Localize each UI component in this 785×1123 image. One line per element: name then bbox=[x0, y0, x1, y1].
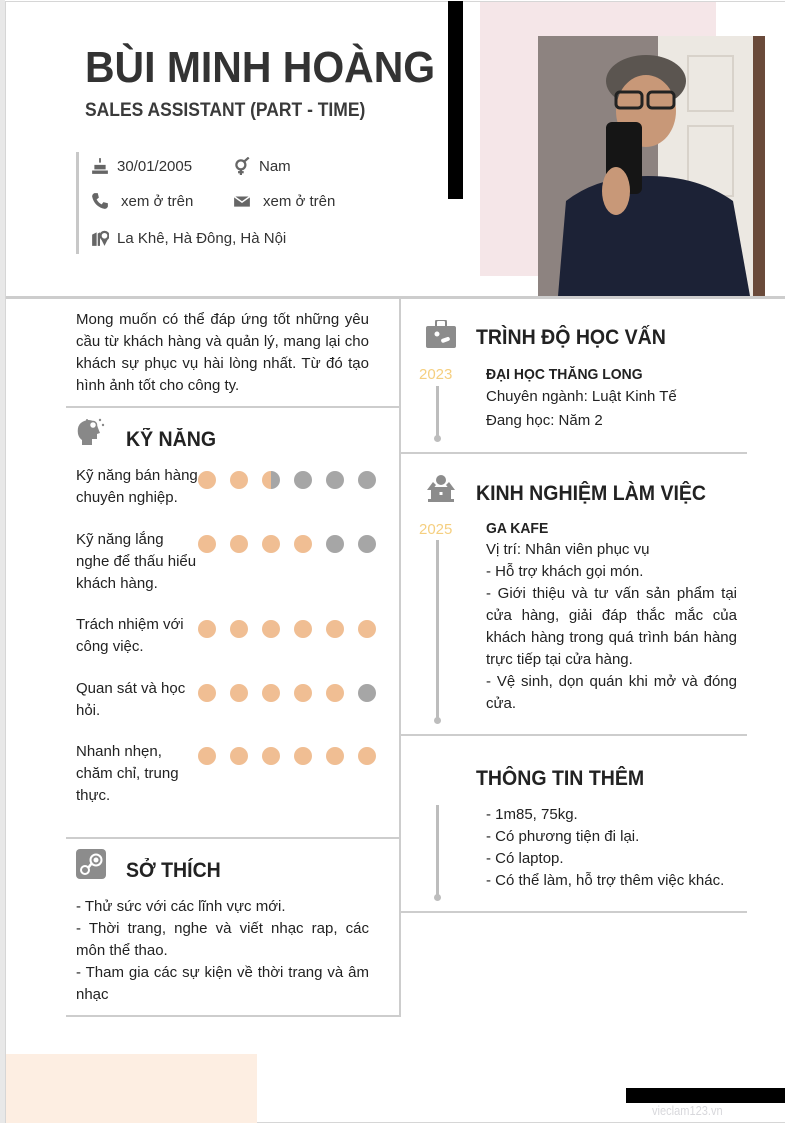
skill-label: Quan sát và học hỏi. bbox=[76, 680, 186, 719]
experience-divider bbox=[401, 734, 747, 736]
school-name: ĐẠI HỌC THĂNG LONG bbox=[486, 366, 643, 383]
additional-timeline bbox=[436, 805, 439, 897]
additional-title: THÔNG TIN THÊM bbox=[476, 767, 645, 790]
rating-dot-filled bbox=[198, 620, 216, 638]
skill-label: Kỹ năng lắng nghe để thấu hiểu khách hàng. bbox=[76, 531, 197, 592]
rating-dot-empty bbox=[358, 535, 376, 553]
contact-phone bbox=[91, 192, 193, 210]
additional-divider bbox=[401, 911, 747, 913]
skill-label: Nhanh nhẹn, chăm chỉ, trung thực. bbox=[76, 743, 179, 804]
rating-dot-filled bbox=[230, 535, 248, 553]
rating-dot-filled bbox=[230, 747, 248, 765]
gender-icon bbox=[233, 157, 251, 175]
rating-dot-empty bbox=[294, 471, 312, 489]
contact-address bbox=[91, 229, 286, 247]
hobbies-title: SỞ THÍCH bbox=[126, 859, 221, 882]
column-divider bbox=[399, 299, 401, 1017]
phone-value: xem ở trên bbox=[121, 192, 194, 210]
objective-divider bbox=[66, 406, 399, 408]
rating-dot-filled bbox=[230, 620, 248, 638]
hobbies-list bbox=[76, 896, 369, 1006]
rating-dot-filled bbox=[294, 747, 312, 765]
rating-dot-empty bbox=[358, 471, 376, 489]
watermark: vieclam123.vn bbox=[652, 1103, 723, 1118]
hobby-item: - Thời trang, nghe và viết nhạc rap, các môn thể thao. bbox=[76, 920, 369, 959]
hobby-item: - Thử sức với các lĩnh vực mới. bbox=[76, 898, 286, 915]
profile-photo-illustration bbox=[538, 36, 765, 296]
contact-gender bbox=[233, 157, 291, 175]
additional-item: - Có phương tiện đi lại. bbox=[486, 828, 640, 845]
rating-dot-empty bbox=[358, 684, 376, 702]
birthday-cake-icon bbox=[91, 157, 109, 175]
person-laptop-icon bbox=[425, 474, 457, 502]
additional-item: - 1m85, 75kg. bbox=[486, 806, 578, 823]
birthday-value: 30/01/2005 bbox=[117, 157, 193, 175]
experience-year: 2025 bbox=[419, 521, 453, 538]
candidate-name: BÙI MINH HOÀNG bbox=[85, 43, 436, 92]
rating-dot-filled bbox=[230, 471, 248, 489]
skill-rating bbox=[198, 471, 376, 489]
position-text: Vị trí: Nhân viên phục vụ bbox=[486, 541, 650, 558]
education-major: Chuyên ngành: Luật Kinh Tế bbox=[486, 388, 677, 405]
experience-details bbox=[486, 539, 737, 715]
additional-list bbox=[486, 804, 724, 892]
skill-rating bbox=[198, 535, 376, 553]
experience-title: KINH NGHIỆM LÀM VIỆC bbox=[476, 482, 707, 505]
skill-rating bbox=[198, 620, 376, 638]
objective-text: Mong muốn có thể đáp ứng tốt những yêu cầu từ khách hàng và quản lý, mang lại cho khách sự phục vụ hài lòng nhất. Từ đó tạo hình ảnh tốt cho công ty. bbox=[76, 311, 369, 394]
rating-dot-empty bbox=[326, 471, 344, 489]
hobby-item: - Tham gia các sự kiện về thời trang và âm nhạc bbox=[76, 964, 369, 1003]
rating-dot-filled bbox=[294, 684, 312, 702]
gender-value: Nam bbox=[259, 157, 291, 175]
contact-block bbox=[76, 152, 379, 254]
contact-birthday bbox=[91, 157, 192, 175]
education-divider bbox=[401, 452, 747, 454]
rating-dot-filled bbox=[262, 535, 280, 553]
rating-dot-filled bbox=[358, 747, 376, 765]
job-title: SALES ASSISTANT (PART - TIME) bbox=[85, 100, 366, 121]
rating-dot-filled bbox=[294, 535, 312, 553]
skills-divider bbox=[66, 837, 399, 839]
rating-dot-filled bbox=[294, 620, 312, 638]
briefcase-icon bbox=[426, 320, 456, 348]
experience-timeline bbox=[436, 540, 439, 720]
rating-dot-filled bbox=[326, 620, 344, 638]
rating-dot-filled bbox=[262, 747, 280, 765]
header-divider bbox=[6, 296, 785, 299]
additional-item: - Có thể làm, hỗ trợ thêm việc khác. bbox=[486, 872, 725, 889]
rating-dot-filled bbox=[358, 620, 376, 638]
skill-rating bbox=[198, 747, 376, 765]
duty-item: - Vệ sinh, dọn quán khi mở và đóng cửa. bbox=[486, 673, 737, 712]
head-lightbulb-icon bbox=[76, 416, 106, 446]
education-year: 2023 bbox=[419, 366, 453, 383]
rating-dot-filled bbox=[262, 620, 280, 638]
company-name: GA KAFE bbox=[486, 520, 549, 537]
black-decor-bar bbox=[448, 1, 463, 199]
rating-dot-filled bbox=[230, 684, 248, 702]
hobbies-divider bbox=[66, 1015, 400, 1017]
education-title: TRÌNH ĐỘ HỌC VẤN bbox=[476, 326, 666, 349]
rating-dot-filled bbox=[198, 535, 216, 553]
phone-icon bbox=[91, 192, 109, 210]
rating-dot-filled bbox=[198, 747, 216, 765]
envelope-icon bbox=[233, 192, 251, 210]
skill-label: Kỹ năng bán hàng chuyên nghiệp. bbox=[76, 467, 198, 506]
rating-dot-filled bbox=[198, 684, 216, 702]
rating-dot-filled bbox=[198, 471, 216, 489]
duty-item: - Giới thiệu và tư vấn sản phẩm tại cửa hàng, giải đáp thắc mắc của khách hàng trong quá trình bán hàng trực tiếp tại cửa hàng. bbox=[486, 585, 737, 668]
map-marker-icon bbox=[91, 229, 109, 247]
contact-email bbox=[233, 192, 335, 210]
rating-dot-half bbox=[262, 471, 280, 489]
skills-title: KỸ NĂNG bbox=[126, 428, 217, 451]
rating-dot-filled bbox=[326, 747, 344, 765]
profile-photo bbox=[538, 36, 765, 296]
address-value: La Khê, Hà Đông, Hà Nội bbox=[117, 229, 287, 247]
steam-icon bbox=[76, 849, 106, 879]
skill-rating bbox=[198, 684, 376, 702]
education-status: Đang học: Năm 2 bbox=[486, 412, 603, 429]
additional-item: - Có laptop. bbox=[486, 850, 564, 867]
rating-dot-empty bbox=[326, 535, 344, 553]
peach-decor-block bbox=[6, 1054, 257, 1123]
email-value: xem ở trên bbox=[263, 192, 336, 210]
duty-item: - Hỗ trợ khách gọi món. bbox=[486, 563, 644, 580]
rating-dot-filled bbox=[326, 684, 344, 702]
black-decor-bar-bottom bbox=[626, 1088, 785, 1103]
education-timeline bbox=[436, 386, 439, 438]
rating-dot-filled bbox=[262, 684, 280, 702]
skill-label: Trách nhiệm với công việc. bbox=[76, 616, 184, 655]
